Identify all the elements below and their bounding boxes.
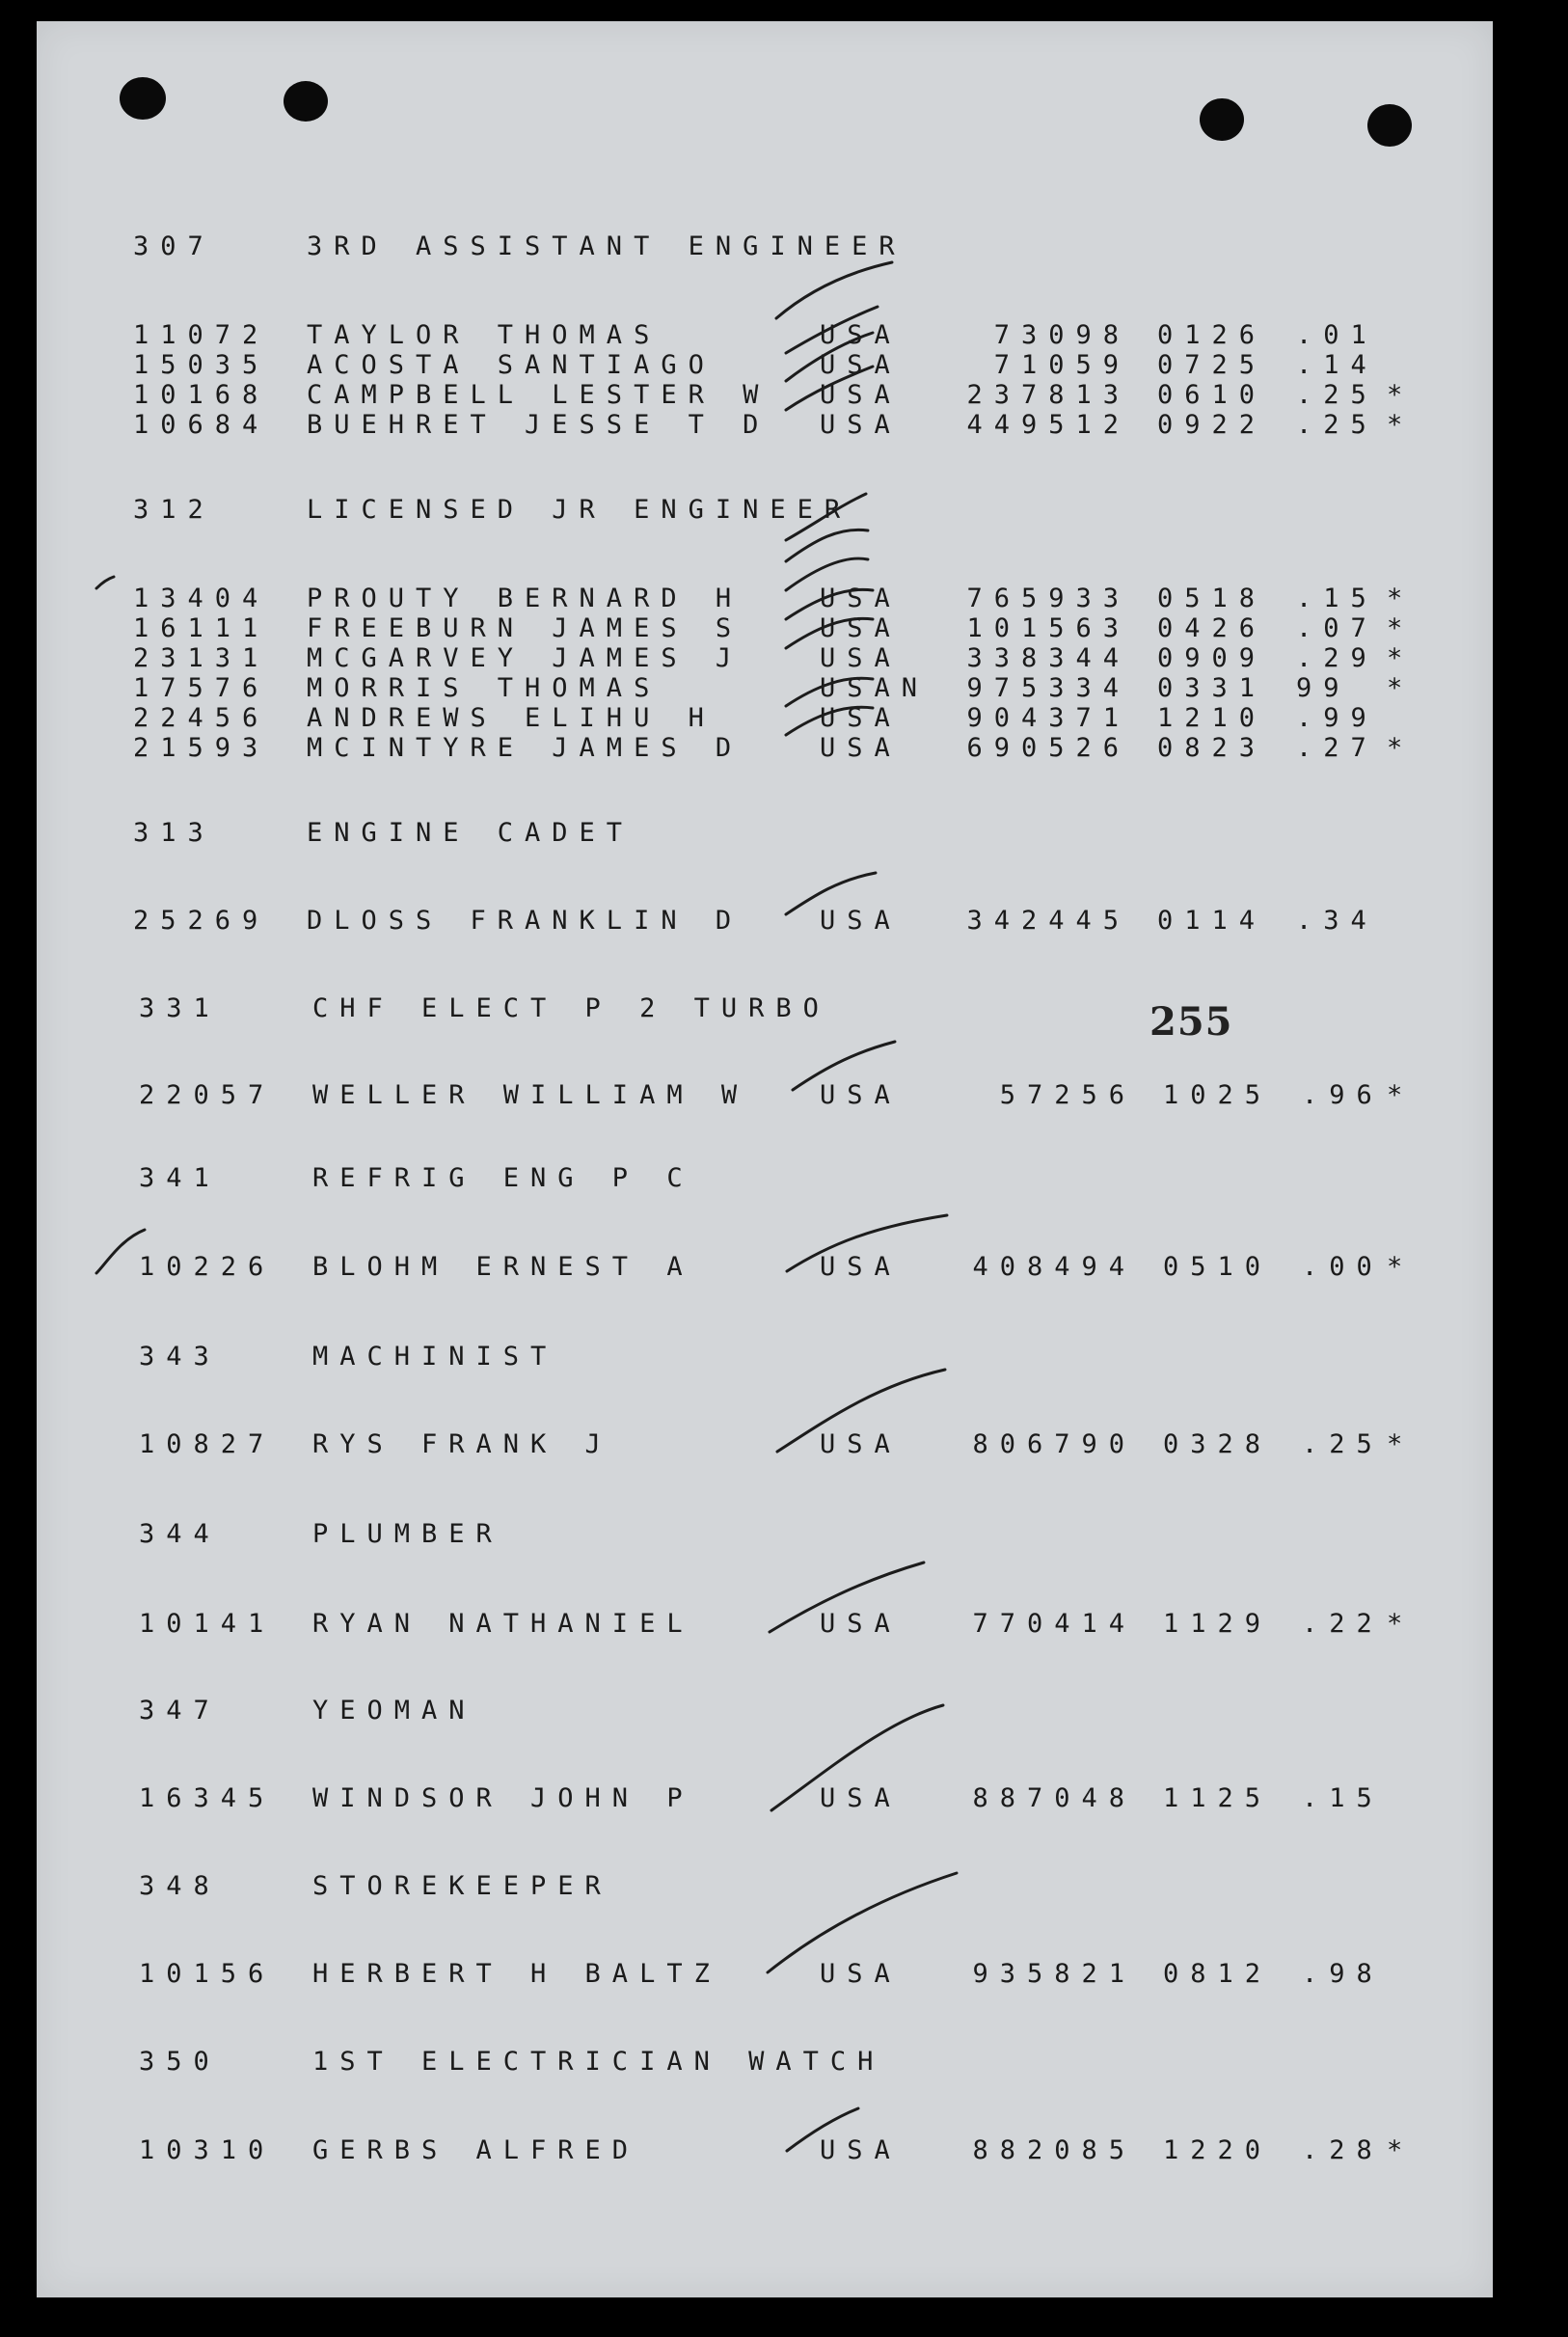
section-title: ENGINE CADET [307,818,635,848]
record-country: USA [820,2135,902,2165]
record-id: 17576 [133,673,270,703]
record-value: .96 [1302,1080,1384,1110]
record-id: 10684 [133,410,270,440]
record-value: .01 [1296,320,1378,350]
record-number: 882085 [972,2135,1136,2165]
record-flag: * [1387,410,1415,440]
record-date-code: 0331 [1157,673,1267,703]
record-number: 342445 [966,906,1130,936]
record-flag: * [1387,613,1415,643]
record-value: .00 [1302,1252,1384,1282]
record-id: 21593 [133,733,270,763]
punch-hole [1367,104,1412,147]
record-id: 10310 [139,2135,276,2165]
record-name: MORRIS THOMAS [307,673,662,703]
record-number: 71059 [993,350,1130,380]
section-title: STOREKEEPER [312,1871,612,1901]
record-name: DLOSS FRANKLIN D [307,906,743,936]
page-stamp-number: 255 [1149,999,1233,1045]
record-date-code: 0823 [1157,733,1267,763]
record-value: .28 [1302,2135,1384,2165]
record-number: 690526 [966,733,1130,763]
punch-hole [1200,98,1244,141]
record-number: 408494 [972,1252,1136,1282]
section-code: 348 [139,1871,221,1901]
record-id: 10226 [139,1252,276,1282]
record-name: ACOSTA SANTIAGO [307,350,716,380]
record-value: .25 [1296,410,1378,440]
record-id: 22057 [139,1080,276,1110]
section-code: 350 [139,2047,221,2077]
record-number: 73098 [993,320,1130,350]
record-number: 904371 [966,703,1130,733]
record-country: USA [820,613,902,643]
record-number: 101563 [966,613,1130,643]
record-flag: * [1387,1609,1415,1639]
record-flag: * [1387,584,1415,613]
record-country: USA [820,1080,902,1110]
record-date-code: 0725 [1157,350,1267,380]
record-name: RYS FRANK J [312,1429,612,1459]
record-date-code: 0126 [1157,320,1267,350]
record-value: .15 [1302,1783,1384,1813]
record-date-code: 0922 [1157,410,1267,440]
record-value: .25 [1296,380,1378,410]
record-value: .07 [1296,613,1378,643]
record-number: 935821 [972,1959,1136,1989]
record-flag: * [1387,2135,1415,2165]
record-name: WINDSOR JOHN P [312,1783,694,1813]
record-date-code: 1210 [1157,703,1267,733]
record-date-code: 0610 [1157,380,1267,410]
record-country: USA [820,1429,902,1459]
record-number: 57256 [999,1080,1136,1110]
record-country: USA [820,410,902,440]
record-id: 10156 [139,1959,276,1989]
record-country: USA [820,1783,902,1813]
record-id: 16111 [133,613,270,643]
record-value: .25 [1302,1429,1384,1459]
record-id: 16345 [139,1783,276,1813]
record-flag: * [1387,1429,1415,1459]
section-code: 347 [139,1696,221,1726]
record-name: RYAN NATHANIEL [312,1609,694,1639]
record-country: USA [820,380,902,410]
record-country: USA [820,643,902,673]
record-country: USA [820,703,902,733]
record-name: CAMPBELL LESTER W [307,380,770,410]
record-name: PROUTY BERNARD H [307,584,743,613]
section-title: PLUMBER [312,1519,503,1549]
record-name: ANDREWS ELIHU H [307,703,716,733]
record-flag: * [1387,733,1415,763]
section-code: 312 [133,495,215,525]
section-title: LICENSED JR ENGINEER [307,495,852,525]
record-number: 806790 [972,1429,1136,1459]
record-value: .27 [1296,733,1378,763]
section-title: REFRIG ENG P C [312,1163,694,1193]
record-number: 975334 [966,673,1130,703]
record-id: 13404 [133,584,270,613]
record-flag: * [1387,380,1415,410]
section-title: YEOMAN [312,1696,476,1726]
record-name: FREEBURN JAMES S [307,613,743,643]
record-number: 449512 [966,410,1130,440]
record-country: USAN [820,673,930,703]
record-country: USA [820,733,902,763]
section-title: 1ST ELECTRICIAN WATCH [312,2047,885,2077]
record-date-code: 0426 [1157,613,1267,643]
section-code: 331 [139,993,221,1023]
record-value: .14 [1296,350,1378,380]
record-name: BLOHM ERNEST A [312,1252,694,1282]
record-country: USA [820,1252,902,1282]
record-country: USA [820,320,902,350]
record-flag: * [1387,1080,1415,1110]
section-code: 343 [139,1342,221,1372]
record-value: 99 [1296,673,1351,703]
record-date-code: 1129 [1163,1609,1273,1639]
record-value: .15 [1296,584,1378,613]
record-id: 10168 [133,380,270,410]
record-number: 887048 [972,1783,1136,1813]
record-flag: * [1387,643,1415,673]
record-name: MCGARVEY JAMES J [307,643,743,673]
section-title: CHF ELECT P 2 TURBO [312,993,830,1023]
record-country: USA [820,1959,902,1989]
record-date-code: 0909 [1157,643,1267,673]
record-id: 23131 [133,643,270,673]
record-id: 22456 [133,703,270,733]
record-number: 770414 [972,1609,1136,1639]
record-date-code: 1220 [1163,2135,1273,2165]
record-name: MCINTYRE JAMES D [307,733,743,763]
record-country: USA [820,350,902,380]
record-date-code: 1125 [1163,1783,1273,1813]
record-name: TAYLOR THOMAS [307,320,662,350]
record-flag: * [1387,1252,1415,1282]
record-id: 25269 [133,906,270,936]
record-number: 237813 [966,380,1130,410]
section-code: 344 [139,1519,221,1549]
record-id: 10141 [139,1609,276,1639]
section-code: 341 [139,1163,221,1193]
record-value: .29 [1296,643,1378,673]
record-value: .98 [1302,1959,1384,1989]
section-title: 3RD ASSISTANT ENGINEER [307,231,906,261]
record-name: GERBS ALFRED [312,2135,640,2165]
punch-hole [284,81,328,122]
section-title: MACHINIST [312,1342,558,1372]
record-country: USA [820,584,902,613]
record-country: USA [820,1609,902,1639]
record-date-code: 0510 [1163,1252,1273,1282]
record-date-code: 0812 [1163,1959,1273,1989]
record-value: .22 [1302,1609,1384,1639]
record-number: 765933 [966,584,1130,613]
record-value: .34 [1296,906,1378,936]
record-date-code: 1025 [1163,1080,1273,1110]
section-code: 313 [133,818,215,848]
record-value: .99 [1296,703,1378,733]
record-id: 10827 [139,1429,276,1459]
record-date-code: 0114 [1157,906,1267,936]
record-id: 11072 [133,320,270,350]
record-name: WELLER WILLIAM W [312,1080,749,1110]
punch-hole [120,77,166,120]
record-number: 338344 [966,643,1130,673]
section-code: 307 [133,231,215,261]
record-name: BUEHRET JESSE T D [307,410,770,440]
record-flag: * [1387,673,1415,703]
record-country: USA [820,906,902,936]
record-date-code: 0518 [1157,584,1267,613]
record-id: 15035 [133,350,270,380]
record-date-code: 0328 [1163,1429,1273,1459]
record-name: HERBERT H BALTZ [312,1959,721,1989]
